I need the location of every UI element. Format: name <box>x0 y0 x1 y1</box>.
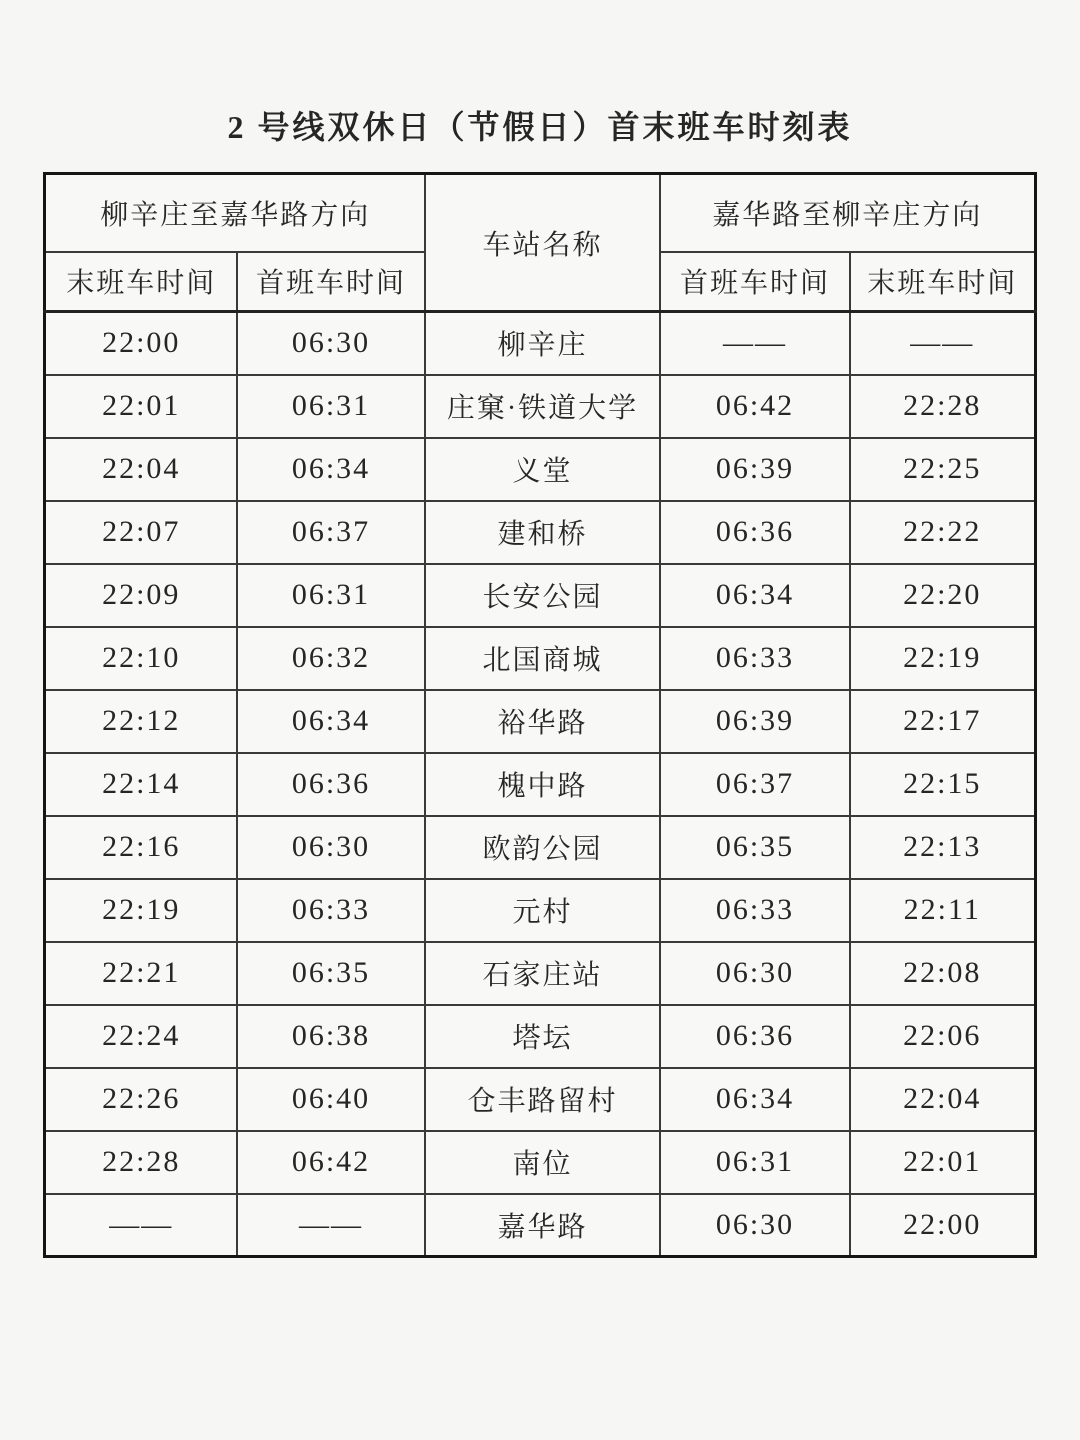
right-first-train-time: —— <box>660 312 850 375</box>
left-first-train-time: 06:42 <box>237 1131 425 1194</box>
left-first-train-time: 06:34 <box>237 438 425 501</box>
station-name: 义堂 <box>425 438 660 501</box>
left-first-train-time: 06:36 <box>237 753 425 816</box>
left-last-train-time: 22:21 <box>45 942 237 1005</box>
direction-header-row <box>45 174 1035 252</box>
left-first-train-time: 06:33 <box>237 879 425 942</box>
left-last-train-time: 22:12 <box>45 690 237 753</box>
left-first-train-time: 06:31 <box>237 375 425 438</box>
table-row <box>45 942 1035 1005</box>
station-name: 槐中路 <box>425 753 660 816</box>
left-last-train-time: 22:07 <box>45 501 237 564</box>
station-name: 长安公园 <box>425 564 660 627</box>
station-name: 北国商城 <box>425 627 660 690</box>
left-first-train-time: 06:32 <box>237 627 425 690</box>
table-row <box>45 879 1035 942</box>
right-last-train-time: 22:28 <box>850 375 1035 438</box>
table-row <box>45 564 1035 627</box>
right-first-train-time: 06:39 <box>660 690 850 753</box>
left-last-train-time: 22:09 <box>45 564 237 627</box>
table-row <box>45 312 1035 375</box>
left-first-train-time: —— <box>237 1194 425 1257</box>
left-first-train-time: 06:31 <box>237 564 425 627</box>
table-row <box>45 1068 1035 1131</box>
left-first-train-time: 06:37 <box>237 501 425 564</box>
right-first-train-time: 06:34 <box>660 564 850 627</box>
right-last-train-time: 22:01 <box>850 1131 1035 1194</box>
right-last-train-time: 22:20 <box>850 564 1035 627</box>
right-first-train-time: 06:42 <box>660 375 850 438</box>
left-last-train-time: —— <box>45 1194 237 1257</box>
table-row <box>45 690 1035 753</box>
table-row <box>45 375 1035 438</box>
station-name: 嘉华路 <box>425 1194 660 1257</box>
left-last-train-time: 22:10 <box>45 627 237 690</box>
right-last-train-time: —— <box>850 312 1035 375</box>
right-last-train-time: 22:22 <box>850 501 1035 564</box>
station-name: 仓丰路留村 <box>425 1068 660 1131</box>
station-name: 柳辛庄 <box>425 312 660 375</box>
right-direction-header: 嘉华路至柳辛庄方向 <box>660 174 1035 252</box>
left-last-train-time: 22:28 <box>45 1131 237 1194</box>
station-name: 裕华路 <box>425 690 660 753</box>
right-first-train-time: 06:33 <box>660 627 850 690</box>
station-name: 元村 <box>425 879 660 942</box>
left-last-train-time: 22:04 <box>45 438 237 501</box>
left-last-train-time: 22:19 <box>45 879 237 942</box>
left-first-train-subheader: 首班车时间 <box>237 252 425 312</box>
table-row <box>45 816 1035 879</box>
right-first-train-subheader: 首班车时间 <box>660 252 850 312</box>
table-row <box>45 627 1035 690</box>
right-last-train-time: 22:00 <box>850 1194 1035 1257</box>
station-column-header: 车站名称 <box>425 174 660 312</box>
right-last-train-time: 22:13 <box>850 816 1035 879</box>
right-first-train-time: 06:39 <box>660 438 850 501</box>
right-last-train-subheader: 末班车时间 <box>850 252 1035 312</box>
left-direction-header: 柳辛庄至嘉华路方向 <box>45 174 425 252</box>
right-last-train-time: 22:17 <box>850 690 1035 753</box>
left-last-train-time: 22:24 <box>45 1005 237 1068</box>
left-first-train-time: 06:34 <box>237 690 425 753</box>
left-first-train-time: 06:35 <box>237 942 425 1005</box>
right-first-train-time: 06:30 <box>660 942 850 1005</box>
left-first-train-time: 06:30 <box>237 312 425 375</box>
table-row <box>45 438 1035 501</box>
right-last-train-time: 22:15 <box>850 753 1035 816</box>
table-row <box>45 1005 1035 1068</box>
right-first-train-time: 06:34 <box>660 1068 850 1131</box>
left-last-train-time: 22:00 <box>45 312 237 375</box>
left-last-train-time: 22:26 <box>45 1068 237 1131</box>
right-first-train-time: 06:35 <box>660 816 850 879</box>
right-last-train-time: 22:11 <box>850 879 1035 942</box>
left-last-train-subheader: 末班车时间 <box>45 252 237 312</box>
timetable <box>43 172 1036 1258</box>
right-last-train-time: 22:08 <box>850 942 1035 1005</box>
timetable-header <box>45 174 1035 312</box>
right-first-train-time: 06:37 <box>660 753 850 816</box>
table-row <box>45 501 1035 564</box>
left-first-train-time: 06:30 <box>237 816 425 879</box>
left-first-train-time: 06:40 <box>237 1068 425 1131</box>
station-name: 塔坛 <box>425 1005 660 1068</box>
left-last-train-time: 22:14 <box>45 753 237 816</box>
right-first-train-time: 06:36 <box>660 1005 850 1068</box>
table-row <box>45 1131 1035 1194</box>
station-name: 南位 <box>425 1131 660 1194</box>
right-last-train-time: 22:19 <box>850 627 1035 690</box>
right-first-train-time: 06:36 <box>660 501 850 564</box>
right-last-train-time: 22:25 <box>850 438 1035 501</box>
table-row <box>45 1194 1035 1257</box>
station-name: 欧韵公园 <box>425 816 660 879</box>
page-title: 2 号线双休日（节假日）首末班车时刻表 <box>227 109 853 145</box>
left-last-train-time: 22:01 <box>45 375 237 438</box>
right-first-train-time: 06:30 <box>660 1194 850 1257</box>
station-name: 石家庄站 <box>425 942 660 1005</box>
right-first-train-time: 06:33 <box>660 879 850 942</box>
timetable-body <box>45 312 1035 1257</box>
right-last-train-time: 22:04 <box>850 1068 1035 1131</box>
left-last-train-time: 22:16 <box>45 816 237 879</box>
station-name: 庄窠·铁道大学 <box>425 375 660 438</box>
station-name: 建和桥 <box>425 501 660 564</box>
right-first-train-time: 06:31 <box>660 1131 850 1194</box>
left-first-train-time: 06:38 <box>237 1005 425 1068</box>
table-row <box>45 753 1035 816</box>
right-last-train-time: 22:06 <box>850 1005 1035 1068</box>
